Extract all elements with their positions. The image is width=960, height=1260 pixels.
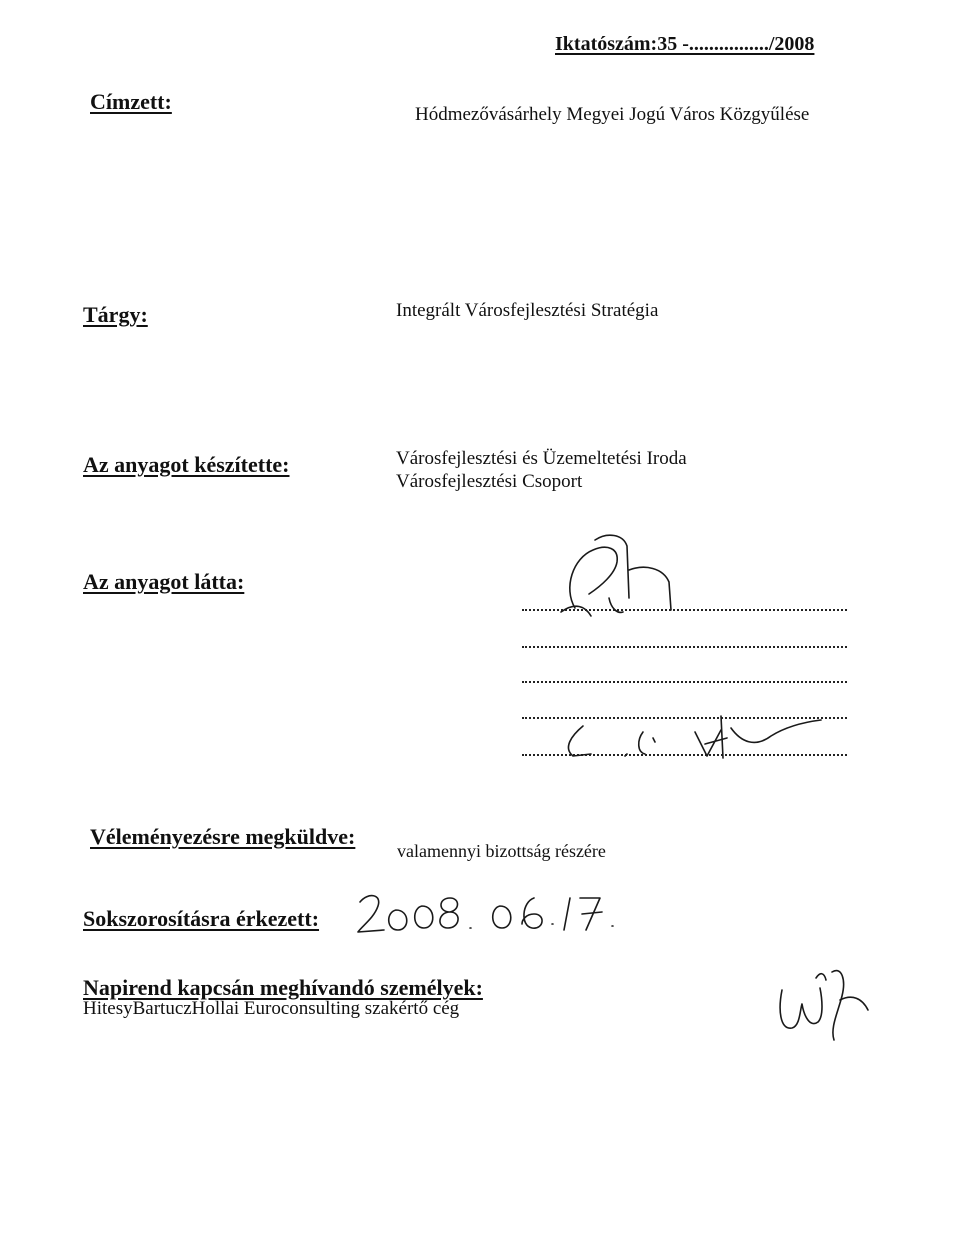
sent-for-review-value: valamennyi bizottság részére bbox=[397, 841, 606, 861]
subject-value: Integrált Városfejlesztési Stratégia bbox=[396, 300, 659, 321]
recipient-value: Hódmezővásárhely Megyei Jogú Város Közgyűlése bbox=[415, 104, 810, 125]
invitees-label: Napirend kapcsán meghívandó személyek: bbox=[83, 975, 483, 1000]
sent-for-review-label: Véleményezésre megküldve: bbox=[90, 824, 356, 849]
signature-line-3 bbox=[522, 681, 847, 683]
prepared-by-label: Az anyagot készítette: bbox=[83, 452, 290, 477]
handwritten-initials-icon bbox=[770, 950, 880, 1045]
prepared-by-line-2: Városfejlesztési Csoport bbox=[396, 471, 583, 492]
subject-label: Tárgy: bbox=[83, 302, 148, 327]
seen-by-label: Az anyagot látta: bbox=[83, 569, 245, 594]
prepared-by-line-1: Városfejlesztési és Üzemeltetési Iroda bbox=[396, 448, 687, 469]
invitees-value: HitesyBartuczHollai Euroconsulting szakértő cég bbox=[83, 998, 460, 1019]
registry-number: Iktatószám:35 -................/2008 bbox=[555, 33, 815, 55]
handwritten-date bbox=[350, 888, 620, 940]
handwritten-signature-icon bbox=[545, 698, 845, 768]
received-for-copying-label: Sokszorosításra érkezett: bbox=[83, 906, 320, 931]
recipient-label: Címzett: bbox=[90, 89, 172, 114]
handwritten-signature-icon bbox=[545, 528, 695, 623]
signature-line-2 bbox=[522, 646, 847, 648]
